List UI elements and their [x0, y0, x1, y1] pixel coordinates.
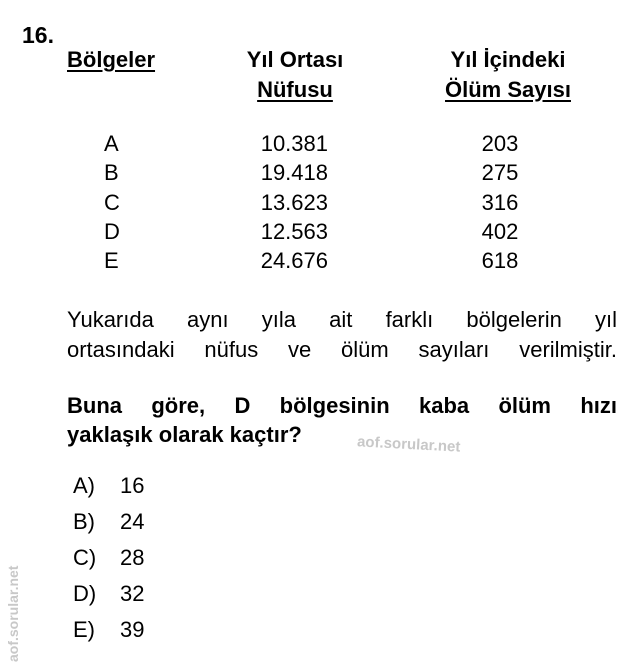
table-cell-population: 12.563 [260, 218, 328, 244]
table-cell-population: 19.418 [260, 160, 328, 186]
option-label[interactable]: A) [73, 473, 95, 498]
header-regions: Bölgeler [67, 47, 156, 72]
table-cell-deaths: 402 [481, 218, 519, 244]
table-cell-population: 13.623 [260, 189, 328, 215]
header-population-line2: Nüfusu [257, 77, 333, 102]
header-deaths-line2: Ölüm Sayısı [445, 77, 571, 102]
paragraph-line-1: Yukarıda aynı yıla ait farklı bölgelerin yıl [67, 307, 617, 332]
option-label[interactable]: E) [73, 617, 95, 642]
option-label[interactable]: B) [73, 509, 95, 534]
table-cell-region: E [104, 248, 119, 274]
watermark-vertical: aof.sorular.net [5, 565, 21, 662]
header-deaths-line1: Yıl İçindeki [450, 47, 566, 72]
paragraph-line-2: ortasındaki nüfus ve ölüm sayıları verilmiştir. [67, 337, 617, 362]
option-label[interactable]: D) [73, 581, 97, 606]
question-number: 16. [22, 22, 54, 48]
option-value[interactable]: 32 [120, 581, 145, 606]
question-line-2: yaklaşık olarak kaçtır? [67, 422, 302, 447]
table-cell-region: B [104, 160, 119, 186]
table-cell-region: D [104, 218, 120, 244]
table-cell-deaths: 618 [481, 248, 519, 274]
table-cell-region: A [104, 131, 119, 156]
option-value[interactable]: 39 [120, 617, 145, 642]
option-value[interactable]: 16 [120, 473, 145, 498]
table-cell-deaths: 203 [481, 131, 519, 156]
table-cell-deaths: 316 [481, 189, 519, 215]
header-population-line1: Yıl Ortası [246, 47, 344, 72]
table-cell-deaths: 275 [481, 160, 519, 186]
option-value[interactable]: 28 [120, 545, 145, 570]
table-cell-population: 10.381 [260, 131, 328, 156]
question-line-1: Buna göre, D bölgesinin kaba ölüm hızı [67, 393, 617, 418]
option-value[interactable]: 24 [120, 509, 145, 534]
table-cell-region: C [104, 189, 120, 215]
option-label[interactable]: C) [73, 545, 97, 570]
watermark-inline: aof.sorular.net [356, 433, 461, 456]
table-cell-population: 24.676 [260, 248, 328, 274]
